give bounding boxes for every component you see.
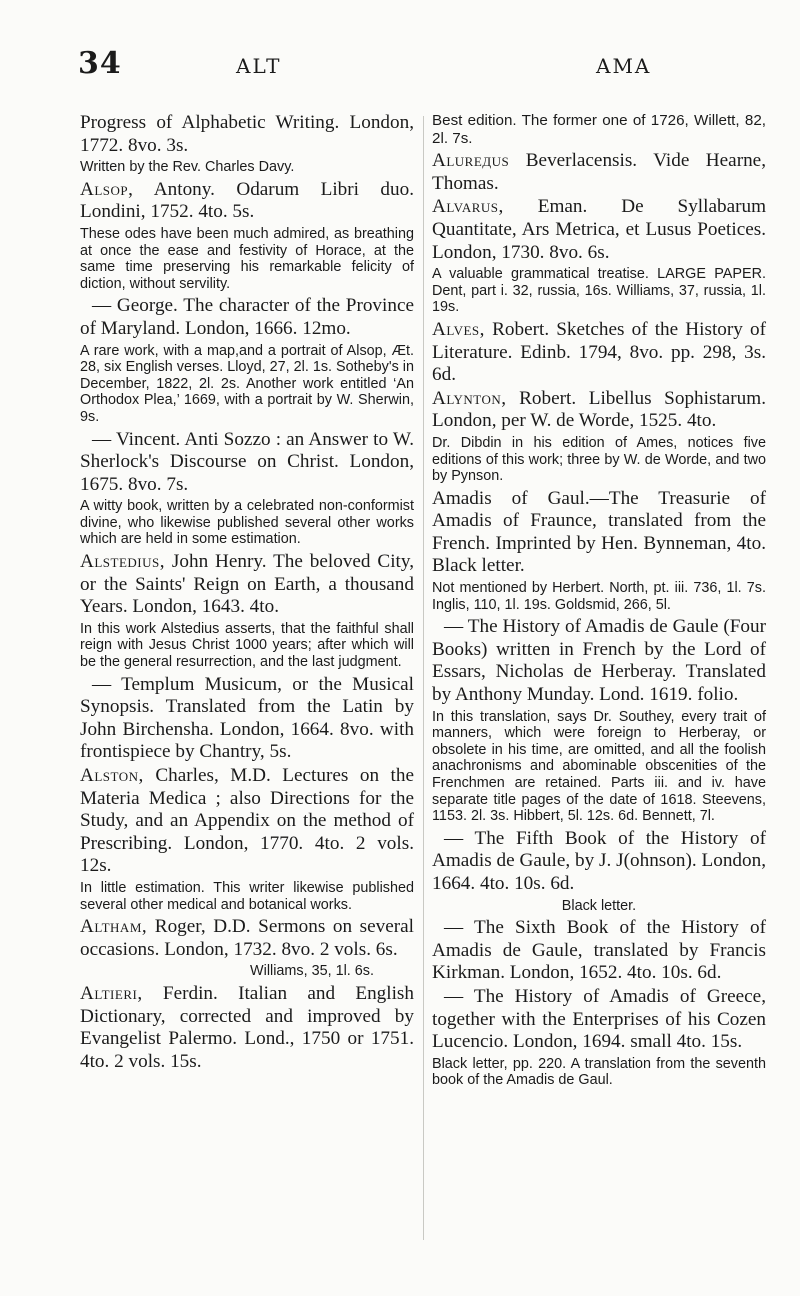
entry-note: Written by the Rev. Charles Davy. — [80, 159, 295, 176]
left-column — [80, 112, 414, 1073]
catalogue-entry: Progress of Alphabetic Writing. London, 1772. 8vo. 3s. — [80, 112, 414, 156]
entry-note: Williams, 35, 1l. 6s. — [250, 963, 374, 980]
entry-note: In little estimation. This writer likewise published several other medical and botanical works. — [80, 879, 414, 913]
catalogue-entry: — George. The character of the Province of Maryland. London, 1666. 12mo. — [80, 295, 414, 339]
entry-note: Black letter. — [561, 897, 637, 914]
entry-note: These odes have been much admired, as breathing at once the ease and festivity of Horace, at the same time preserving his remarkable felicity of diction, without servility. — [80, 225, 414, 292]
catalogue-entry: Alves, Robert. Sketches of the History of Literature. Edinb. 1794, 8vo. pp. 298, 3s. 6d. — [432, 318, 766, 386]
catalogue-entry: — The History of Amadis de Gaule (Four Books) written in French by the Lord of Essars, Nicholas de Herberay. Translated by Anthony Munday. Lond. 1619. folio. — [432, 616, 766, 706]
entry-note: Best edition. The former one of 1726, Willett, 82, 2l. 7s. — [432, 112, 766, 147]
catalogue-entry: Alureдus Beverlacensis. Vide Hearne, Thomas. — [432, 150, 766, 194]
catalogue-entry: — Templum Musicum, or the Musical Synopsis. Translated from the Latin by John Birchensha. London, 1664. 8vo. with frontispiece by Chantry, 5s. — [80, 673, 414, 763]
running-head-right: AMA — [596, 54, 652, 78]
column-divider — [423, 116, 424, 1240]
entry-note: A valuable grammatical treatise. LARGE PAPER. Dent, part i. 32, russia, 16s. Williams, 37, russia, 1l. 19s. — [432, 266, 766, 316]
catalogue-entry: — The Sixth Book of the History of Amadis de Gaule, translated by Francis Kirkman. London, 1652. 4to. 10s. 6d. — [432, 917, 766, 984]
entry-note: Black letter, pp. 220. A translation from the seventh book of the Amadis de Gaul. — [432, 1055, 766, 1089]
entry-note: In this translation, says Dr. Southey, every trait of manners, which were foreign to Herberay, or obsolete in his time, are omitted, and all the foolish anachronisms and abominable obscenities of the Frenchmen are retained. Parts iii. and iv. have separate title pages of the date of 1618. Steevens, 1153. 2l. 3s. Hibbert, 5l. 12s. 6d. Bennett, 7l. — [432, 708, 766, 825]
catalogue-entry: Amadis of Gaul.—The Treasurie of Amadis of Fraunce, translated from the French. Imprinted by Hen. Bynneman, 4to. Black letter. — [432, 487, 766, 577]
catalogue-entry: — The Fifth Book of the History of Amadis de Gaule, by J. J(ohnson). London, 1664. 4to. 10s. 6d. — [432, 827, 766, 894]
right-column — [432, 112, 766, 1092]
catalogue-entry: Altieri, Ferdin. Italian and English Dictionary, corrected and improved by Evangelist Palermo. Lond., 1750 or 1751. 4to. 2 vols. 15s. — [80, 982, 414, 1072]
page-number: 34 — [78, 46, 122, 81]
entry-note: Dr. Dibdin in his edition of Ames, notices five editions of this work; three by W. de Worde, and two by Pynson. — [432, 434, 766, 485]
page-header — [0, 46, 800, 86]
catalogue-entry: — Vincent. Anti Sozzo : an Answer to W. Sherlock's Discourse on Christ. London, 1675. 8vo. 7s. — [80, 428, 414, 495]
catalogue-entry: Alsop, Antony. Odarum Libri duo. Londini, 1752. 4to. 5s. — [80, 178, 414, 223]
catalogue-entry: Altham, Roger, D.D. Sermons on several occasions. London, 1732. 8vo. 2 vols. 6s. — [80, 916, 414, 960]
entry-note: A witty book, written by a celebrated non-conformist divine, who likewise published several other works which are held in some estimation. — [80, 498, 414, 548]
catalogue-entry: — The History of Amadis of Greece, together with the Enterprises of his Cozen Lucencio. London, 1694. small 4to. 15s. — [432, 985, 766, 1053]
catalogue-entry: Alynton, Robert. Libellus Sophistarum. London, per W. de Worde, 1525. 4to. — [432, 387, 766, 432]
catalogue-entry: Alvarus, Eman. De Syllabarum Quantitate, Ars Metrica, et Lusus Poetices. London, 1730. 8vo. 6s. — [432, 196, 766, 263]
catalogue-entry: Alstedius, John Henry. The beloved City, or the Saints' Reign on Earth, a thousand Years. London, 1643. 4to. — [80, 551, 414, 618]
entry-note: Not mentioned by Herbert. North, pt. iii. 736, 1l. 7s. Inglis, 110, 1l. 19s. Goldsmid, 266, 5l. — [432, 580, 766, 613]
running-head-left: ALT — [236, 54, 282, 78]
catalogue-entry: Alston, Charles, M.D. Lectures on the Materia Medica ; also Directions for the Study, and an Appendix on the method of Prescribing. London, 1770. 4to. 2 vols. 12s. — [80, 765, 414, 877]
entry-note: A rare work, with a map,and a portrait of Alsop, Æt. 28, six English verses. Lloyd, 27, 2l. 1s. Sotheby's in December, 1822, 2l. 2s. Another work entitled ‘An Orthodox Plea,’ 1669, with a portrait by W. Sherwin, 9s. — [80, 342, 414, 425]
entry-note: In this work Alstedius asserts, that the faithful shall reign with Jesus Christ 1000 years; after which will be the general resurrection, and the last judgment. — [80, 620, 414, 671]
